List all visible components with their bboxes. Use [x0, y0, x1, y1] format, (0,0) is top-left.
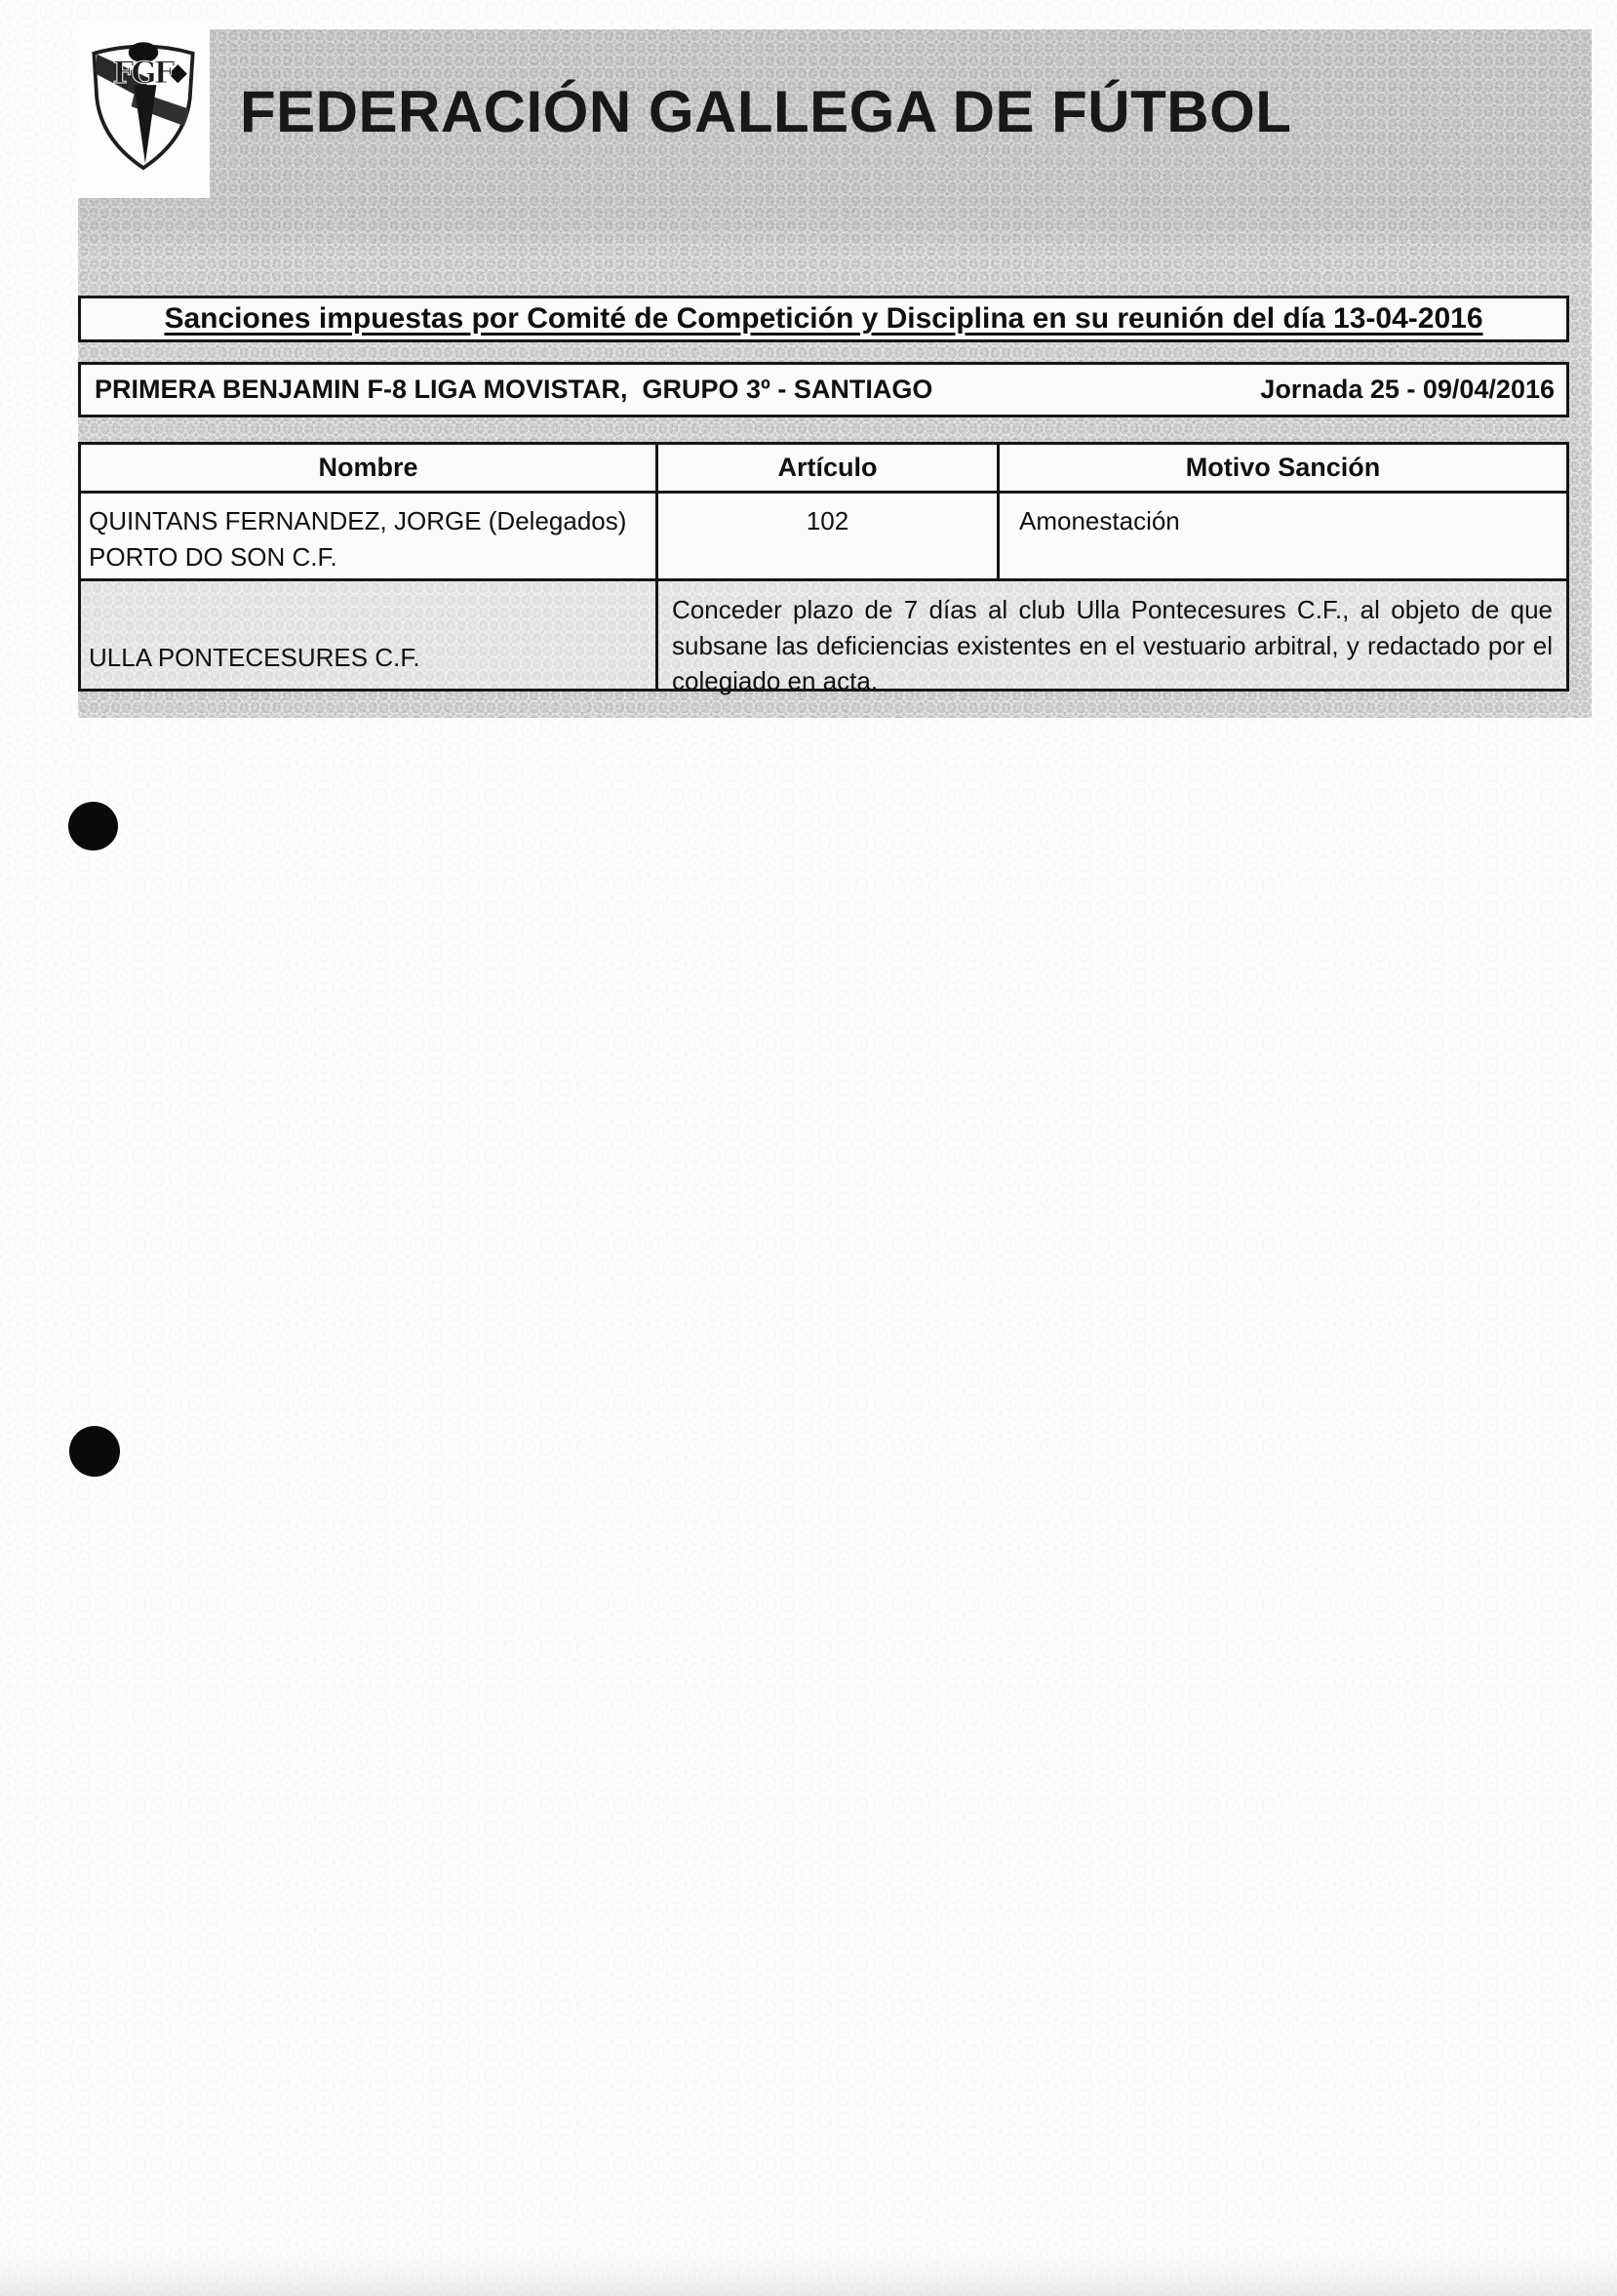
sanctions-table — [78, 442, 1569, 695]
matchday-label: Jornada 25 - 09/04/2016 — [1260, 375, 1555, 404]
bottom-scan-shadow — [0, 2251, 1617, 2296]
cell-nombre — [81, 581, 658, 689]
cell-motivo-merged: Conceder plazo de 7 días al club Ulla Pontecesures C.F., al objeto de que subsane las deficiencias existentes en el vestuario arbitral, y redactado por el colegiado en acta. — [672, 595, 1553, 695]
cell-articulo: 102 — [658, 494, 1000, 578]
federation-logo — [76, 20, 210, 198]
punch-hole — [68, 802, 118, 851]
sanctions-title-text: Sanciones impuestas por Comité de Competición y Disciplina en su reunión del día 13-04-2016 — [164, 302, 1483, 335]
nombre-line2: PORTO DO SON C.F. — [89, 542, 337, 572]
punch-hole — [69, 1426, 120, 1477]
col-header-articulo: Artículo — [658, 445, 1000, 491]
competition-bar — [78, 362, 1569, 417]
competition-name: PRIMERA BENJAMIN F-8 LIGA MOVISTAR, GRUPO 3º - SANTIAGO — [95, 375, 933, 404]
table-row — [81, 494, 1566, 581]
sanctions-title-bar — [78, 296, 1569, 342]
table-header-row — [81, 445, 1566, 494]
club-name: ULLA PONTECESURES C.F. — [89, 643, 420, 672]
col-header-nombre: Nombre — [81, 445, 658, 491]
cell-nombre — [81, 494, 658, 578]
page-title: FEDERACIÓN GALLEGA DE FÚTBOL — [240, 79, 1292, 144]
col-header-motivo: Motivo Sanción — [1185, 453, 1381, 482]
nombre-line1: QUINTANS FERNANDEZ, JORGE (Delegados) — [89, 506, 627, 535]
logo-monogram: FGF — [112, 55, 172, 91]
fgf-shield-icon — [81, 25, 206, 193]
cell-motivo: Amonestación — [1019, 506, 1180, 535]
table-row — [81, 581, 1566, 695]
